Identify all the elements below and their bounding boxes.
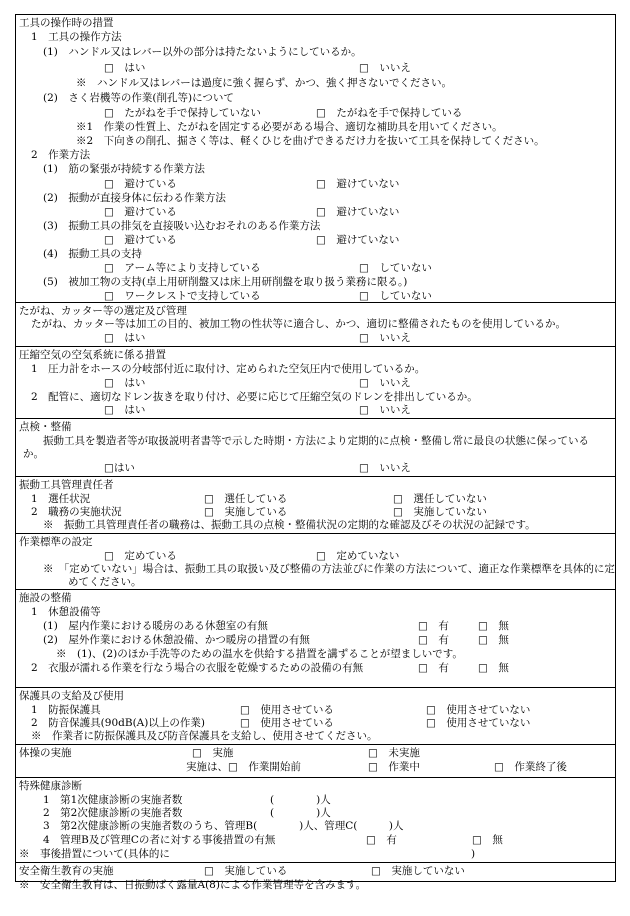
checkbox-option[interactable]: □ ワークレストで支持している [104, 290, 261, 302]
note-text: ※2 下向きの削孔、掘さく等は、軽くひじを曲げできるだけ力を抜いて工具を保持してください。 [76, 135, 545, 147]
note-close-paren: ) [471, 848, 476, 860]
checkbox-option[interactable]: □ 選任していない [393, 493, 487, 505]
checkbox-no[interactable]: □ 無 [478, 620, 509, 632]
note-text: ※1 作業の性質上、たがねを固定する必要がある場合、適切な補助具を用いてください。 [76, 121, 503, 133]
section-title: 圧縮空気の空気系統に係る措置 [19, 349, 166, 361]
section-tool-operation [16, 15, 615, 300]
row-label: 1 第1次健康診断の実施者数 [43, 794, 183, 806]
question-text: (4) 振動工具の支持 [43, 248, 142, 260]
checklist-form [15, 14, 616, 891]
question-text: (1) 筋の緊張が持続する作業方法 [43, 163, 205, 175]
checkbox-option[interactable]: □ していない [359, 290, 432, 302]
checkbox-option[interactable]: □ 避けていない [316, 178, 400, 190]
checkbox-yes[interactable]: □ はい [104, 62, 146, 74]
checkbox-option[interactable]: □ たがねを手で保持している [316, 107, 463, 119]
note-text: ※ ハンドル又はレバーは過度に強く握らず、かつ、強く押さないでください。 [76, 77, 453, 89]
question-text: (5) 被加工物の支持(卓上用研削盤又は床上用研削盤を取り扱う業務に限る。) [43, 276, 408, 288]
checkbox-option[interactable]: □ 定めている [104, 550, 177, 562]
checkbox-option[interactable]: □ 実施している [204, 506, 288, 518]
subsection-heading: 1 工具の操作方法 [31, 31, 122, 43]
question-text: 1 圧力計をホースの分岐部付近に取付け、定められた空気圧内で使用しているか。 [31, 363, 426, 375]
row-label: 2 防音保護具(90dB(A)以上の作業) [31, 717, 205, 729]
section-inspection [16, 418, 615, 476]
checkbox-option[interactable]: □ 使用させていない [426, 704, 531, 716]
subsection-heading: 1 休憩設備等 [31, 606, 101, 618]
checkbox-yes[interactable]: □ はい [104, 332, 146, 344]
section-protective-gear [16, 687, 615, 744]
checkbox-option[interactable]: □ 未実施 [368, 747, 420, 759]
section-title: 作業標準の設定 [19, 536, 93, 548]
question-text: (2) 振動が直接身体に伝わる作業方法 [43, 192, 226, 204]
checkbox-option[interactable]: □ 実施 [192, 747, 234, 759]
question-text: 2 衣服が濡れる作業を行なう場合の衣服を乾燥するための設備の有無 [31, 662, 364, 674]
count-field[interactable]: ( )人 [270, 807, 331, 819]
note-text: ※ (1)、(2)のほか手洗等のための温水を供給する措置を講ずることが望ましいです。 [56, 648, 463, 660]
section-health-exam [16, 777, 615, 862]
checkbox-yes[interactable]: □ 有 [418, 620, 449, 632]
note-text: ※ 作業者に防振保護具及び防音保護具を支給し、使用させてください。 [31, 730, 378, 742]
section-title: 工具の操作時の措置 [19, 17, 114, 29]
section-facilities [16, 589, 615, 687]
note-text: ※ 振動工具管理責任者の職務は、振動工具の点検・整備状況の定期的な確認及びその状況の記録です。 [43, 519, 536, 531]
question-text: 2 配管に、適切なドレン抜きを取り付け、必要に応じて圧縮空気のドレンを排出しているか。 [31, 391, 478, 403]
checkbox-no[interactable]: □ いいえ [359, 404, 411, 416]
checkbox-option[interactable]: □ 作業中 [368, 761, 420, 773]
checkbox-yes[interactable]: □ 有 [418, 662, 449, 674]
row-label: 2 第2次健康診断の実施者数 [43, 807, 183, 819]
question-text: (1) ハンドル又はレバー以外の部分は持たないようにしているか。 [43, 46, 362, 58]
checkbox-no[interactable]: □ いいえ [359, 462, 411, 474]
section-work-standard [16, 533, 615, 589]
checkbox-no[interactable]: □ 無 [478, 634, 509, 646]
section-title: 特殊健康診断 [19, 780, 82, 792]
section-safety-education [16, 862, 615, 891]
section-title: たがね、カッター等の選定及び管理 [19, 305, 187, 317]
count-field[interactable]: ( )人 [270, 794, 331, 806]
section-chisel-cutter [16, 302, 615, 346]
checkbox-no[interactable]: □ いいえ [359, 377, 411, 389]
section-title: 点検・整備 [19, 421, 72, 433]
checkbox-option[interactable]: □ 使用させていない [426, 717, 531, 729]
checkbox-option[interactable]: □ 避けている [104, 206, 177, 218]
checkbox-no[interactable]: □ いいえ [359, 62, 411, 74]
section-compressed-air [16, 346, 615, 418]
question-text: 振動工具を製造者等が取扱説明者書等で示した時期・方法により定期的に点検・整備し常に最良の状態に保っているか。 [23, 435, 589, 460]
section-manager [16, 476, 615, 533]
checkbox-yes[interactable]: □ 有 [418, 634, 449, 646]
question-text: たがね、カッター等は加工の目的、被加工物の性状等に適合し、かつ、適切に整備されたものを使用しているか。 [31, 318, 566, 330]
question-text: (3) 振動工具の排気を直接吸い込むおそれのある作業方法 [43, 220, 321, 232]
checkbox-option[interactable]: □ 実施していない [393, 506, 487, 518]
row-label: 3 第2次健康診断の実施者数のうち、管理B( )人、管理C( )人 [43, 820, 404, 832]
checkbox-option[interactable]: □ 使用させている [240, 704, 334, 716]
row-label: 1 選任状況 [31, 493, 91, 505]
section-exercise [16, 744, 615, 777]
section-title: 体操の実施 [19, 747, 72, 759]
checkbox-yes[interactable]: □はい [104, 462, 135, 474]
checkbox-option[interactable]: □ 選任している [204, 493, 288, 505]
section-title: 施設の整備 [19, 592, 72, 604]
checkbox-no[interactable]: □ いいえ [359, 332, 411, 344]
checkbox-no[interactable]: □ 無 [478, 662, 509, 674]
checkbox-option[interactable]: □ 避けていない [316, 234, 400, 246]
checkbox-option[interactable]: 実施は、□ 作業開始前 [186, 761, 301, 773]
checkbox-option[interactable]: □ 実施していない [371, 865, 465, 877]
section-title: 保護具の支給及び使用 [19, 690, 124, 702]
row-label: 4 管理B及び管理Cの者に対する事後措置の有無 [43, 834, 276, 846]
note-text: ※ 「定めていない」場合は、振動工具の取扱い及び整備の方法並びに作業の方法について、適正な作業標準を具体的に定めてください。 [43, 563, 615, 588]
checkbox-no[interactable]: □ 無 [472, 834, 503, 846]
checkbox-yes[interactable]: □ はい [104, 404, 146, 416]
note-text: ※ 事後措置について(具体的に [19, 848, 170, 860]
checkbox-option[interactable]: □ 実施している [204, 865, 288, 877]
row-label: 2 職務の実施状況 [31, 506, 122, 518]
checkbox-option[interactable]: □ 使用させている [240, 717, 334, 729]
checkbox-option[interactable]: □ 作業終了後 [494, 761, 567, 773]
checkbox-option[interactable]: □ たがねを手で保持していない [104, 107, 261, 119]
checkbox-yes[interactable]: □ はい [104, 377, 146, 389]
section-title: 安全衛生教育の実施 [19, 865, 114, 877]
section-title: 振動工具管理責任者 [19, 479, 114, 491]
subsection-heading: 2 作業方法 [31, 149, 91, 161]
checkbox-option[interactable]: □ 定めていない [316, 550, 400, 562]
checkbox-option[interactable]: □ していない [359, 262, 432, 274]
question-text: (2) さく岩機等の作業(削孔等)について [43, 92, 234, 104]
question-text: (2) 屋外作業における休憩設備、かつ暖房の措置の有無 [43, 634, 310, 646]
checkbox-option[interactable]: □ アーム等により支持している [104, 262, 261, 274]
note-text: ※ 安全衛生教育は、日振動ばく露量A(8)による作業管理等を含みます。 [19, 879, 367, 891]
checkbox-yes[interactable]: □ 有 [366, 834, 397, 846]
checkbox-option[interactable]: □ 避けていない [316, 206, 400, 218]
checkbox-option[interactable]: □ 避けている [104, 234, 177, 246]
row-label: 1 防振保護具 [31, 704, 101, 716]
question-text: (1) 屋内作業における暖房のある休憩室の有無 [43, 620, 268, 632]
checkbox-option[interactable]: □ 避けている [104, 178, 177, 190]
